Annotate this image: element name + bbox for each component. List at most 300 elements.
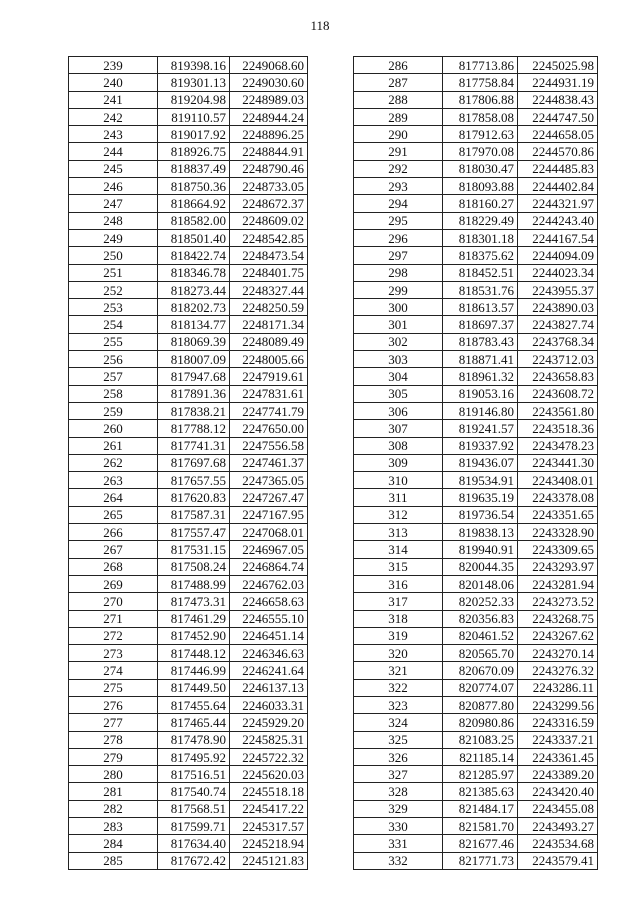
point-number-cell: 262 <box>69 454 158 471</box>
x-coordinate-cell: 817806.88 <box>443 91 518 108</box>
point-number-cell: 239 <box>69 57 158 74</box>
x-coordinate-cell: 817449.50 <box>158 679 230 696</box>
x-coordinate-cell: 818093.88 <box>443 178 518 195</box>
y-coordinate-cell: 2243328.90 <box>518 524 598 541</box>
point-number-cell: 244 <box>69 143 158 160</box>
y-coordinate-cell: 2248473.54 <box>230 247 308 264</box>
x-coordinate-cell: 821185.14 <box>443 748 518 765</box>
point-number-cell: 285 <box>69 852 158 869</box>
point-number-cell: 253 <box>69 299 158 316</box>
table-row <box>354 783 598 800</box>
table-row <box>69 524 308 541</box>
point-number-cell: 290 <box>354 126 443 143</box>
table-row <box>69 454 308 471</box>
x-coordinate-cell: 819053.16 <box>443 385 518 402</box>
y-coordinate-cell: 2248672.37 <box>230 195 308 212</box>
table-row <box>69 541 308 558</box>
x-coordinate-cell: 817473.31 <box>158 593 230 610</box>
table-row <box>354 420 598 437</box>
point-number-cell: 295 <box>354 212 443 229</box>
point-number-cell: 293 <box>354 178 443 195</box>
x-coordinate-cell: 821285.97 <box>443 766 518 783</box>
y-coordinate-cell: 2243441.30 <box>518 454 598 471</box>
x-coordinate-cell: 818531.76 <box>443 281 518 298</box>
table-row <box>354 575 598 592</box>
table-row <box>354 402 598 419</box>
point-number-cell: 316 <box>354 575 443 592</box>
y-coordinate-cell: 2246967.05 <box>230 541 308 558</box>
y-coordinate-cell: 2243455.08 <box>518 800 598 817</box>
point-number-cell: 270 <box>69 593 158 610</box>
x-coordinate-cell: 818134.77 <box>158 316 230 333</box>
table-row <box>354 489 598 506</box>
table-row <box>69 593 308 610</box>
point-number-cell: 319 <box>354 627 443 644</box>
point-number-cell: 249 <box>69 229 158 246</box>
point-number-cell: 261 <box>69 437 158 454</box>
x-coordinate-cell: 821484.17 <box>443 800 518 817</box>
y-coordinate-cell: 2243293.97 <box>518 558 598 575</box>
table-row <box>354 593 598 610</box>
y-coordinate-cell: 2243299.56 <box>518 696 598 713</box>
table-row <box>354 178 598 195</box>
y-coordinate-cell: 2244243.40 <box>518 212 598 229</box>
y-coordinate-cell: 2243286.11 <box>518 679 598 696</box>
x-coordinate-cell: 818160.27 <box>443 195 518 212</box>
table-row <box>69 74 308 91</box>
table-row <box>69 489 308 506</box>
table-row <box>354 351 598 368</box>
y-coordinate-cell: 2243281.94 <box>518 575 598 592</box>
point-number-cell: 286 <box>354 57 443 74</box>
y-coordinate-cell: 2243389.20 <box>518 766 598 783</box>
table-row <box>69 178 308 195</box>
y-coordinate-cell: 2248844.91 <box>230 143 308 160</box>
table-row <box>354 852 598 869</box>
y-coordinate-cell: 2243768.34 <box>518 333 598 350</box>
x-coordinate-cell: 818697.37 <box>443 316 518 333</box>
x-coordinate-cell: 820148.06 <box>443 575 518 592</box>
y-coordinate-cell: 2247650.00 <box>230 420 308 437</box>
y-coordinate-cell: 2247068.01 <box>230 524 308 541</box>
point-number-cell: 243 <box>69 126 158 143</box>
point-number-cell: 301 <box>354 316 443 333</box>
point-number-cell: 310 <box>354 472 443 489</box>
point-number-cell: 320 <box>354 645 443 662</box>
y-coordinate-cell: 2248005.66 <box>230 351 308 368</box>
x-coordinate-cell: 819940.91 <box>443 541 518 558</box>
point-number-cell: 323 <box>354 696 443 713</box>
y-coordinate-cell: 2243316.59 <box>518 714 598 731</box>
x-coordinate-cell: 817657.55 <box>158 472 230 489</box>
y-coordinate-cell: 2246451.14 <box>230 627 308 644</box>
table-row <box>354 748 598 765</box>
table-row <box>69 402 308 419</box>
y-coordinate-cell: 2247365.05 <box>230 472 308 489</box>
y-coordinate-cell: 2243955.37 <box>518 281 598 298</box>
point-number-cell: 326 <box>354 748 443 765</box>
y-coordinate-cell: 2244321.97 <box>518 195 598 212</box>
table-row <box>69 195 308 212</box>
point-number-cell: 331 <box>354 835 443 852</box>
y-coordinate-cell: 2246864.74 <box>230 558 308 575</box>
table-row <box>354 766 598 783</box>
x-coordinate-cell: 817970.08 <box>443 143 518 160</box>
table-row <box>354 714 598 731</box>
y-coordinate-cell: 2247461.37 <box>230 454 308 471</box>
table-row <box>69 281 308 298</box>
table-row <box>354 437 598 454</box>
table-row <box>69 662 308 679</box>
table-row <box>354 333 598 350</box>
table-row <box>69 731 308 748</box>
table-row <box>69 766 308 783</box>
point-number-cell: 307 <box>354 420 443 437</box>
y-coordinate-cell: 2243408.01 <box>518 472 598 489</box>
x-coordinate-cell: 819017.92 <box>158 126 230 143</box>
point-number-cell: 247 <box>69 195 158 212</box>
y-coordinate-cell: 2243273.52 <box>518 593 598 610</box>
y-coordinate-cell: 2243420.40 <box>518 783 598 800</box>
x-coordinate-cell: 817634.40 <box>158 835 230 852</box>
table-row <box>354 160 598 177</box>
x-coordinate-cell: 820670.09 <box>443 662 518 679</box>
table-row <box>354 627 598 644</box>
table-row <box>354 74 598 91</box>
table-row <box>354 195 598 212</box>
x-coordinate-cell: 817452.90 <box>158 627 230 644</box>
table-row <box>354 472 598 489</box>
point-number-cell: 302 <box>354 333 443 350</box>
point-number-cell: 281 <box>69 783 158 800</box>
y-coordinate-cell: 2248171.34 <box>230 316 308 333</box>
x-coordinate-cell: 818375.62 <box>443 247 518 264</box>
y-coordinate-cell: 2247741.79 <box>230 402 308 419</box>
x-coordinate-cell: 817455.64 <box>158 696 230 713</box>
table-row <box>69 143 308 160</box>
y-coordinate-cell: 2245121.83 <box>230 852 308 869</box>
y-coordinate-cell: 2243579.41 <box>518 852 598 869</box>
y-coordinate-cell: 2246033.31 <box>230 696 308 713</box>
x-coordinate-cell: 821771.73 <box>443 852 518 869</box>
table-row <box>354 91 598 108</box>
table-row <box>354 800 598 817</box>
y-coordinate-cell: 2244402.84 <box>518 178 598 195</box>
point-number-cell: 313 <box>354 524 443 541</box>
point-number-cell: 271 <box>69 610 158 627</box>
x-coordinate-cell: 817478.90 <box>158 731 230 748</box>
point-number-cell: 322 <box>354 679 443 696</box>
y-coordinate-cell: 2248542.85 <box>230 229 308 246</box>
x-coordinate-cell: 820044.35 <box>443 558 518 575</box>
point-number-cell: 292 <box>354 160 443 177</box>
point-number-cell: 294 <box>354 195 443 212</box>
point-number-cell: 304 <box>354 368 443 385</box>
table-row <box>69 748 308 765</box>
x-coordinate-cell: 818273.44 <box>158 281 230 298</box>
x-coordinate-cell: 818069.39 <box>158 333 230 350</box>
x-coordinate-cell: 819146.80 <box>443 402 518 419</box>
y-coordinate-cell: 2243478.23 <box>518 437 598 454</box>
table-row <box>69 385 308 402</box>
x-coordinate-cell: 820877.80 <box>443 696 518 713</box>
x-coordinate-cell: 820461.52 <box>443 627 518 644</box>
y-coordinate-cell: 2248944.24 <box>230 108 308 125</box>
y-coordinate-cell: 2245722.32 <box>230 748 308 765</box>
table-row <box>69 575 308 592</box>
point-number-cell: 288 <box>354 91 443 108</box>
y-coordinate-cell: 2246346.63 <box>230 645 308 662</box>
y-coordinate-cell: 2243658.83 <box>518 368 598 385</box>
point-number-cell: 284 <box>69 835 158 852</box>
y-coordinate-cell: 2243561.80 <box>518 402 598 419</box>
point-number-cell: 258 <box>69 385 158 402</box>
point-number-cell: 328 <box>354 783 443 800</box>
x-coordinate-cell: 817858.08 <box>443 108 518 125</box>
x-coordinate-cell: 817947.68 <box>158 368 230 385</box>
x-coordinate-cell: 817461.29 <box>158 610 230 627</box>
table-row <box>354 212 598 229</box>
point-number-cell: 273 <box>69 645 158 662</box>
y-coordinate-cell: 2248609.02 <box>230 212 308 229</box>
y-coordinate-cell: 2243309.65 <box>518 541 598 558</box>
table-row <box>354 126 598 143</box>
point-number-cell: 259 <box>69 402 158 419</box>
table-row <box>69 645 308 662</box>
x-coordinate-cell: 818007.09 <box>158 351 230 368</box>
x-coordinate-cell: 820356.83 <box>443 610 518 627</box>
x-coordinate-cell: 820252.33 <box>443 593 518 610</box>
table-row <box>354 247 598 264</box>
table-row <box>69 108 308 125</box>
point-number-cell: 311 <box>354 489 443 506</box>
y-coordinate-cell: 2244658.05 <box>518 126 598 143</box>
y-coordinate-cell: 2244747.50 <box>518 108 598 125</box>
point-number-cell: 305 <box>354 385 443 402</box>
x-coordinate-cell: 817446.99 <box>158 662 230 679</box>
x-coordinate-cell: 817758.84 <box>443 74 518 91</box>
point-number-cell: 306 <box>354 402 443 419</box>
table-row <box>354 645 598 662</box>
y-coordinate-cell: 2248089.49 <box>230 333 308 350</box>
table-row <box>69 91 308 108</box>
x-coordinate-cell: 818783.43 <box>443 333 518 350</box>
y-coordinate-cell: 2244485.83 <box>518 160 598 177</box>
table-row <box>354 541 598 558</box>
y-coordinate-cell: 2247919.61 <box>230 368 308 385</box>
point-number-cell: 263 <box>69 472 158 489</box>
y-coordinate-cell: 2243534.68 <box>518 835 598 852</box>
point-number-cell: 279 <box>69 748 158 765</box>
y-coordinate-cell: 2243268.75 <box>518 610 598 627</box>
y-coordinate-cell: 2245825.31 <box>230 731 308 748</box>
y-coordinate-cell: 2245218.94 <box>230 835 308 852</box>
x-coordinate-cell: 819301.13 <box>158 74 230 91</box>
x-coordinate-cell: 818961.32 <box>443 368 518 385</box>
table-row <box>69 852 308 869</box>
coordinate-table-left <box>68 56 308 870</box>
y-coordinate-cell: 2248401.75 <box>230 264 308 281</box>
y-coordinate-cell: 2246555.10 <box>230 610 308 627</box>
y-coordinate-cell: 2243337.21 <box>518 731 598 748</box>
x-coordinate-cell: 818501.40 <box>158 229 230 246</box>
x-coordinate-cell: 821677.46 <box>443 835 518 852</box>
y-coordinate-cell: 2247556.58 <box>230 437 308 454</box>
table-row <box>69 679 308 696</box>
table-row <box>354 368 598 385</box>
point-number-cell: 300 <box>354 299 443 316</box>
point-number-cell: 260 <box>69 420 158 437</box>
x-coordinate-cell: 817465.44 <box>158 714 230 731</box>
x-coordinate-cell: 819337.92 <box>443 437 518 454</box>
y-coordinate-cell: 2243351.65 <box>518 506 598 523</box>
x-coordinate-cell: 818837.49 <box>158 160 230 177</box>
y-coordinate-cell: 2243493.27 <box>518 818 598 835</box>
table-row <box>69 368 308 385</box>
x-coordinate-cell: 820565.70 <box>443 645 518 662</box>
point-number-cell: 256 <box>69 351 158 368</box>
point-number-cell: 264 <box>69 489 158 506</box>
x-coordinate-cell: 819838.13 <box>443 524 518 541</box>
table-row <box>354 299 598 316</box>
x-coordinate-cell: 818346.78 <box>158 264 230 281</box>
table-row <box>69 351 308 368</box>
y-coordinate-cell: 2247831.61 <box>230 385 308 402</box>
point-number-cell: 325 <box>354 731 443 748</box>
y-coordinate-cell: 2243276.32 <box>518 662 598 679</box>
table-row <box>69 835 308 852</box>
table-row <box>354 264 598 281</box>
point-number-cell: 272 <box>69 627 158 644</box>
table-row <box>69 714 308 731</box>
x-coordinate-cell: 817508.24 <box>158 558 230 575</box>
x-coordinate-cell: 817697.68 <box>158 454 230 471</box>
point-number-cell: 274 <box>69 662 158 679</box>
x-coordinate-cell: 818452.51 <box>443 264 518 281</box>
table-row <box>69 800 308 817</box>
y-coordinate-cell: 2249068.60 <box>230 57 308 74</box>
y-coordinate-cell: 2246137.13 <box>230 679 308 696</box>
y-coordinate-cell: 2246762.03 <box>230 575 308 592</box>
point-number-cell: 318 <box>354 610 443 627</box>
point-number-cell: 241 <box>69 91 158 108</box>
x-coordinate-cell: 817495.92 <box>158 748 230 765</box>
table-row <box>69 506 308 523</box>
x-coordinate-cell: 818613.57 <box>443 299 518 316</box>
x-coordinate-cell: 817599.71 <box>158 818 230 835</box>
point-number-cell: 312 <box>354 506 443 523</box>
x-coordinate-cell: 817713.86 <box>443 57 518 74</box>
x-coordinate-cell: 817788.12 <box>158 420 230 437</box>
table-row <box>69 558 308 575</box>
point-number-cell: 315 <box>354 558 443 575</box>
table-row <box>354 281 598 298</box>
x-coordinate-cell: 819398.16 <box>158 57 230 74</box>
x-coordinate-cell: 818664.92 <box>158 195 230 212</box>
x-coordinate-cell: 818582.00 <box>158 212 230 229</box>
table-row <box>69 316 308 333</box>
point-number-cell: 303 <box>354 351 443 368</box>
table-row <box>69 212 308 229</box>
point-number-cell: 251 <box>69 264 158 281</box>
x-coordinate-cell: 817488.99 <box>158 575 230 592</box>
x-coordinate-cell: 817568.51 <box>158 800 230 817</box>
table-row <box>354 696 598 713</box>
point-number-cell: 269 <box>69 575 158 592</box>
table-row <box>69 126 308 143</box>
table-row <box>69 333 308 350</box>
x-coordinate-cell: 818229.49 <box>443 212 518 229</box>
point-number-cell: 257 <box>69 368 158 385</box>
point-number-cell: 287 <box>354 74 443 91</box>
table-row <box>354 818 598 835</box>
table-row <box>354 454 598 471</box>
point-number-cell: 309 <box>354 454 443 471</box>
x-coordinate-cell: 818202.73 <box>158 299 230 316</box>
point-number-cell: 245 <box>69 160 158 177</box>
x-coordinate-cell: 818030.47 <box>443 160 518 177</box>
point-number-cell: 255 <box>69 333 158 350</box>
y-coordinate-cell: 2248250.59 <box>230 299 308 316</box>
x-coordinate-cell: 817741.31 <box>158 437 230 454</box>
point-number-cell: 283 <box>69 818 158 835</box>
y-coordinate-cell: 2243890.03 <box>518 299 598 316</box>
y-coordinate-cell: 2245929.20 <box>230 714 308 731</box>
point-number-cell: 282 <box>69 800 158 817</box>
y-coordinate-cell: 2245317.57 <box>230 818 308 835</box>
table-row <box>69 229 308 246</box>
y-coordinate-cell: 2248733.05 <box>230 178 308 195</box>
table-row <box>354 506 598 523</box>
x-coordinate-cell: 817672.42 <box>158 852 230 869</box>
x-coordinate-cell: 817557.47 <box>158 524 230 541</box>
y-coordinate-cell: 2244023.34 <box>518 264 598 281</box>
y-coordinate-cell: 2243270.14 <box>518 645 598 662</box>
y-coordinate-cell: 2243378.08 <box>518 489 598 506</box>
table-row <box>354 662 598 679</box>
point-number-cell: 275 <box>69 679 158 696</box>
y-coordinate-cell: 2245417.22 <box>230 800 308 817</box>
x-coordinate-cell: 819204.98 <box>158 91 230 108</box>
table-row <box>69 160 308 177</box>
x-coordinate-cell: 817838.21 <box>158 402 230 419</box>
table-row <box>69 472 308 489</box>
point-number-cell: 246 <box>69 178 158 195</box>
point-number-cell: 250 <box>69 247 158 264</box>
coordinate-table-left-body <box>69 57 308 870</box>
point-number-cell: 252 <box>69 281 158 298</box>
table-row <box>354 57 598 74</box>
table-row <box>69 299 308 316</box>
x-coordinate-cell: 821581.70 <box>443 818 518 835</box>
x-coordinate-cell: 817540.74 <box>158 783 230 800</box>
table-row <box>69 247 308 264</box>
table-row <box>69 696 308 713</box>
point-number-cell: 327 <box>354 766 443 783</box>
x-coordinate-cell: 819110.57 <box>158 108 230 125</box>
y-coordinate-cell: 2246241.64 <box>230 662 308 679</box>
point-number-cell: 276 <box>69 696 158 713</box>
y-coordinate-cell: 2243712.03 <box>518 351 598 368</box>
y-coordinate-cell: 2247267.47 <box>230 489 308 506</box>
y-coordinate-cell: 2244094.09 <box>518 247 598 264</box>
point-number-cell: 240 <box>69 74 158 91</box>
x-coordinate-cell: 817620.83 <box>158 489 230 506</box>
x-coordinate-cell: 819534.91 <box>443 472 518 489</box>
x-coordinate-cell: 818871.41 <box>443 351 518 368</box>
table-row <box>69 437 308 454</box>
table-row <box>69 627 308 644</box>
